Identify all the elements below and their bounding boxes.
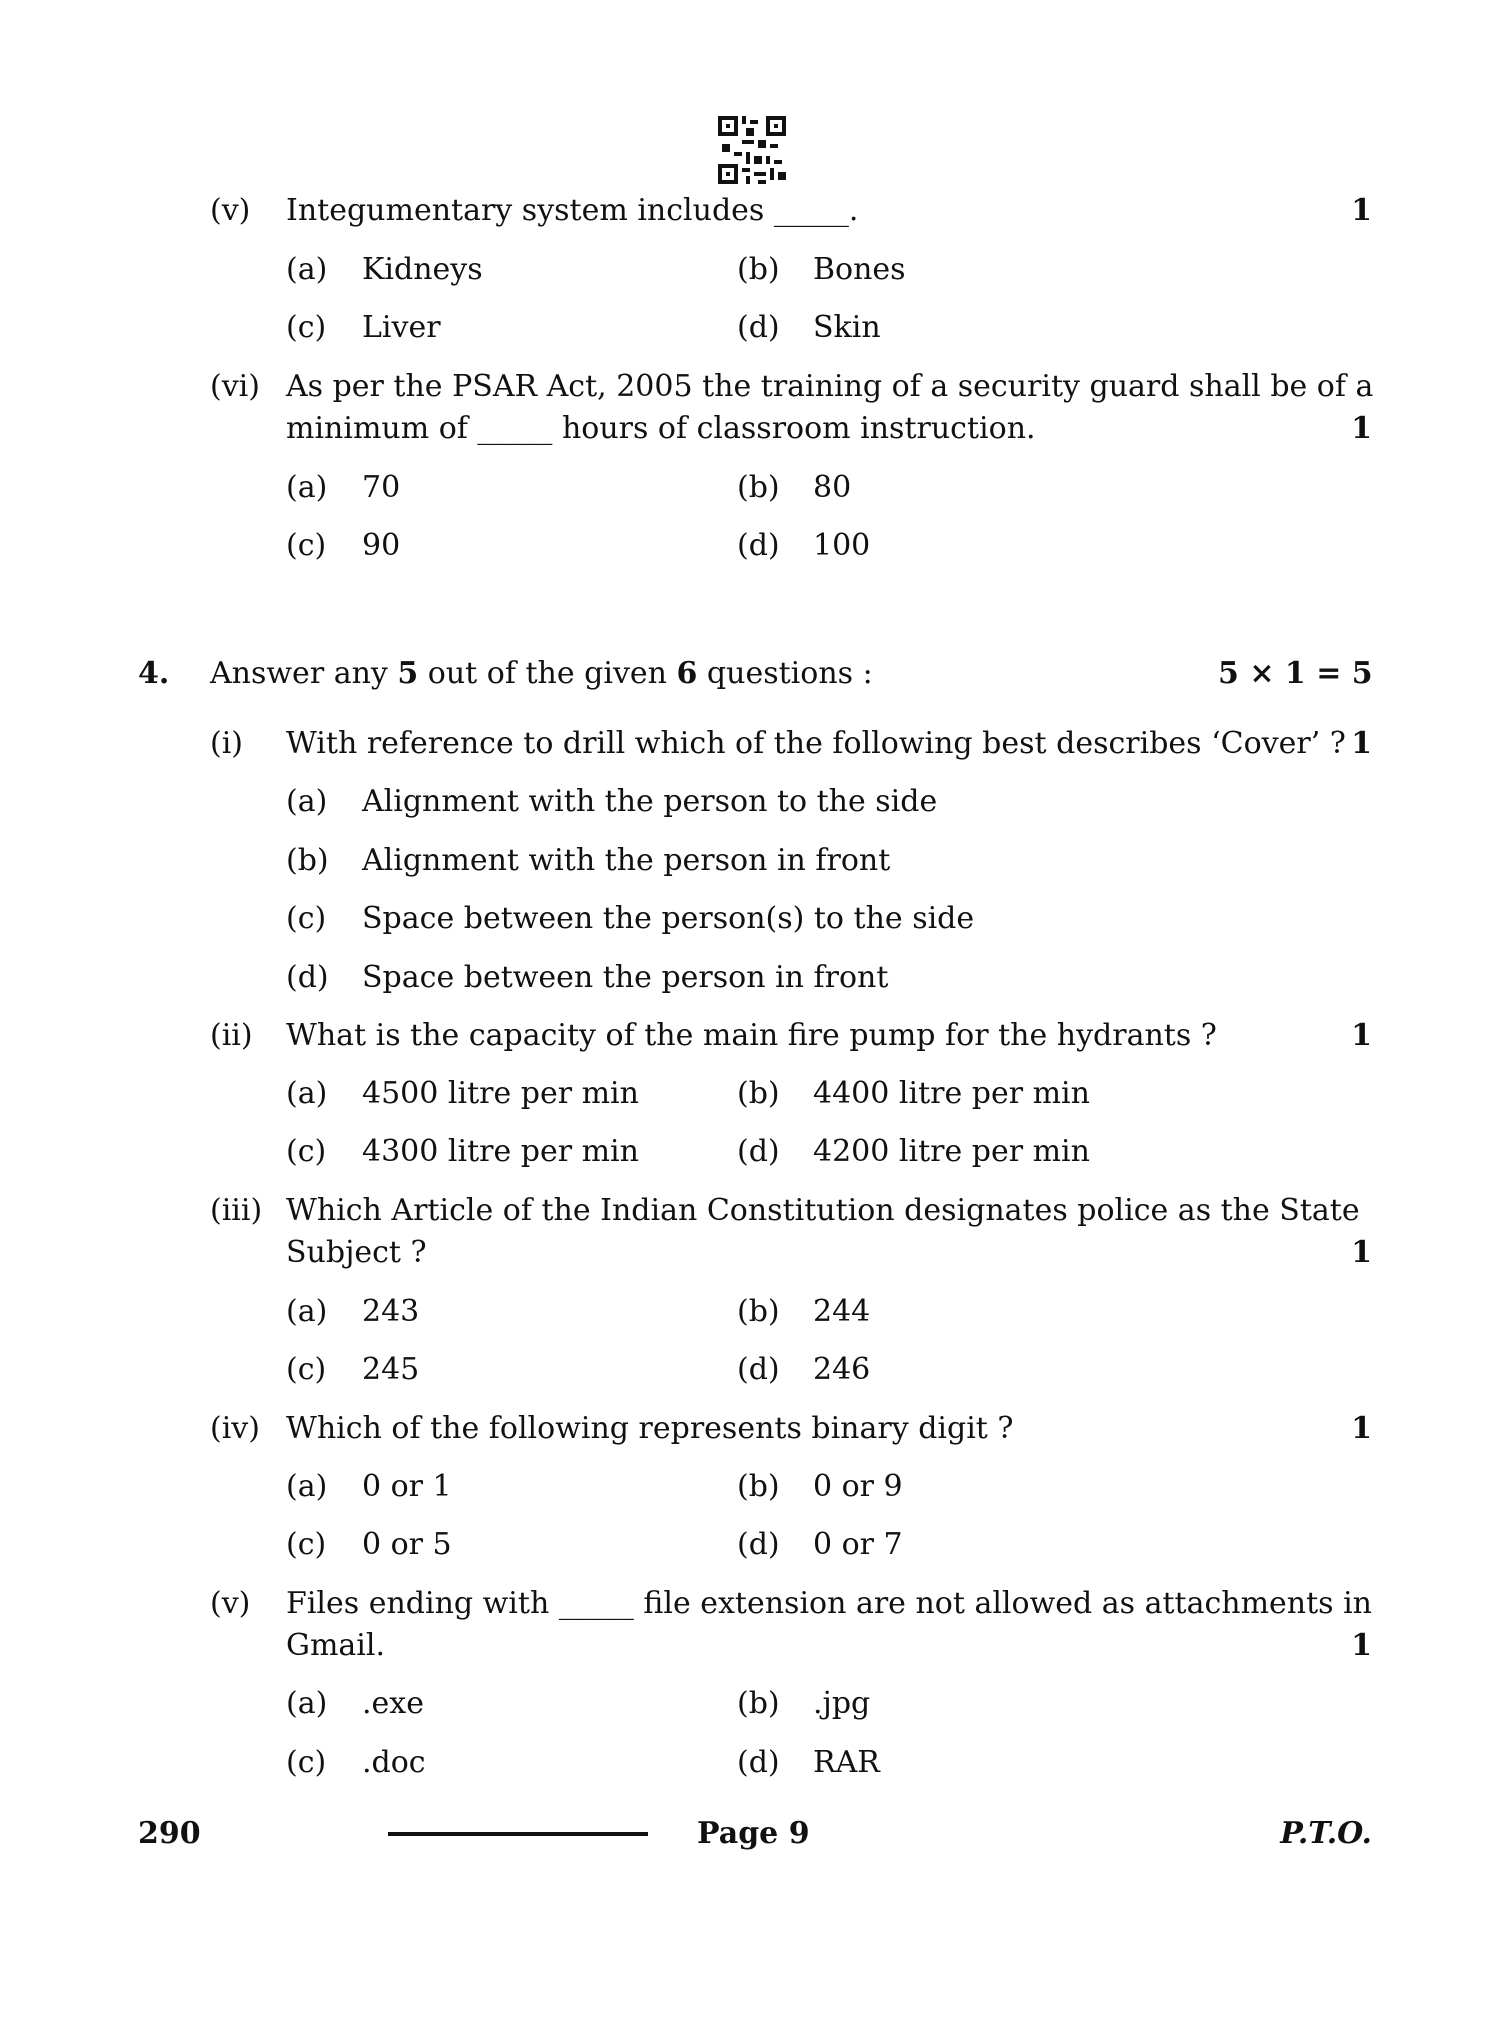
option-label: (d) [737,1527,780,1562]
option-label: (c) [286,1134,327,1169]
option-text: 245 [362,1352,420,1387]
question-number: (ii) [210,1018,253,1053]
option-label: (b) [737,252,780,287]
option-text: 243 [362,1294,420,1329]
option-text: Alignment with the person in front [362,843,891,878]
option-text: Space between the person(s) to the side [362,901,975,936]
option-text: .exe [362,1686,424,1721]
option-label: (c) [286,310,327,345]
question-marks: 1 [1351,193,1372,228]
option-text: .jpg [813,1686,871,1721]
option-text: 0 or 9 [813,1469,903,1504]
question-marks: 1 [1351,1235,1372,1270]
option-text: 0 or 1 [362,1469,452,1504]
question-marks: 1 [1351,1411,1372,1446]
option-label: (a) [286,470,328,505]
question-marks: 1 [1351,726,1372,761]
question-text: Which Article of the Indian Constitution designates police as the State [286,1193,1360,1228]
option-text: 100 [813,528,871,563]
question-text: What is the capacity of the main fire pump for the hydrants ? [286,1018,1217,1053]
option-text: 0 or 7 [813,1527,903,1562]
option-text: 246 [813,1352,871,1387]
question-number: (v) [210,193,251,228]
option-text: .doc [362,1745,426,1780]
option-label: (b) [737,1294,780,1329]
footer-divider [388,1832,648,1836]
question-number: (vi) [210,369,260,404]
question-text: Subject ? [286,1235,427,1270]
question-marks: 5 × 1 = 5 [1218,656,1373,691]
option-label: (d) [737,1745,780,1780]
option-label: (b) [737,470,780,505]
option-text: 70 [362,470,401,505]
question-text: With reference to drill which of the following best describes ‘Cover’ ? [286,726,1346,761]
question-text: As per the PSAR Act, 2005 the training of a security guard shall be of a [286,369,1374,404]
option-text: 4500 litre per min [362,1076,639,1111]
option-label: (a) [286,784,328,819]
option-label: (b) [286,843,329,878]
option-label: (b) [737,1469,780,1504]
question-number: (iii) [210,1193,263,1228]
option-label: (c) [286,1527,327,1562]
question-marks: 1 [1351,1628,1372,1663]
page-number: Page 9 [697,1816,810,1851]
option-label: (d) [286,960,329,995]
option-text: 244 [813,1294,871,1329]
question-text: Files ending with _____ file extension are not allowed as attachments in [286,1586,1373,1621]
option-label: (d) [737,528,780,563]
option-text: Liver [362,310,441,345]
option-text: RAR [813,1745,880,1780]
option-label: (b) [737,1076,780,1111]
option-label: (d) [737,1134,780,1169]
question-marks: 1 [1351,411,1372,446]
option-label: (b) [737,1686,780,1721]
question-instruction: Answer any 5 out of the given 6 questions : [210,656,873,691]
option-text: 4300 litre per min [362,1134,639,1169]
option-label: (a) [286,1294,328,1329]
option-text: Space between the person in front [362,960,889,995]
paper-code: 290 [138,1816,201,1851]
question-number: (iv) [210,1411,260,1446]
option-label: (c) [286,1352,327,1387]
option-label: (a) [286,252,328,287]
option-text: 0 or 5 [362,1527,452,1562]
question-number: (v) [210,1586,251,1621]
option-label: (d) [737,310,780,345]
question-number: (i) [210,726,244,761]
question-text: minimum of _____ hours of classroom instruction. [286,411,1036,446]
option-label: (a) [286,1469,328,1504]
option-text: Skin [813,310,881,345]
option-text: Kidneys [362,252,483,287]
question-text: Gmail. [286,1628,386,1663]
option-label: (d) [737,1352,780,1387]
option-text: 4200 litre per min [813,1134,1090,1169]
question-text: Integumentary system includes _____. [286,193,859,228]
pto-label: P.T.O. [1280,1816,1372,1851]
option-label: (c) [286,901,327,936]
option-label: (a) [286,1686,328,1721]
question-number: 4. [138,656,170,691]
option-text: 80 [813,470,852,505]
question-text: Which of the following represents binary digit ? [286,1411,1014,1446]
option-text: Bones [813,252,906,287]
option-label: (a) [286,1076,328,1111]
option-label: (c) [286,528,327,563]
option-text: 4400 litre per min [813,1076,1090,1111]
option-text: 90 [362,528,401,563]
option-text: Alignment with the person to the side [362,784,938,819]
option-label: (c) [286,1745,327,1780]
question-marks: 1 [1351,1018,1372,1053]
qr-code-icon [718,116,786,184]
